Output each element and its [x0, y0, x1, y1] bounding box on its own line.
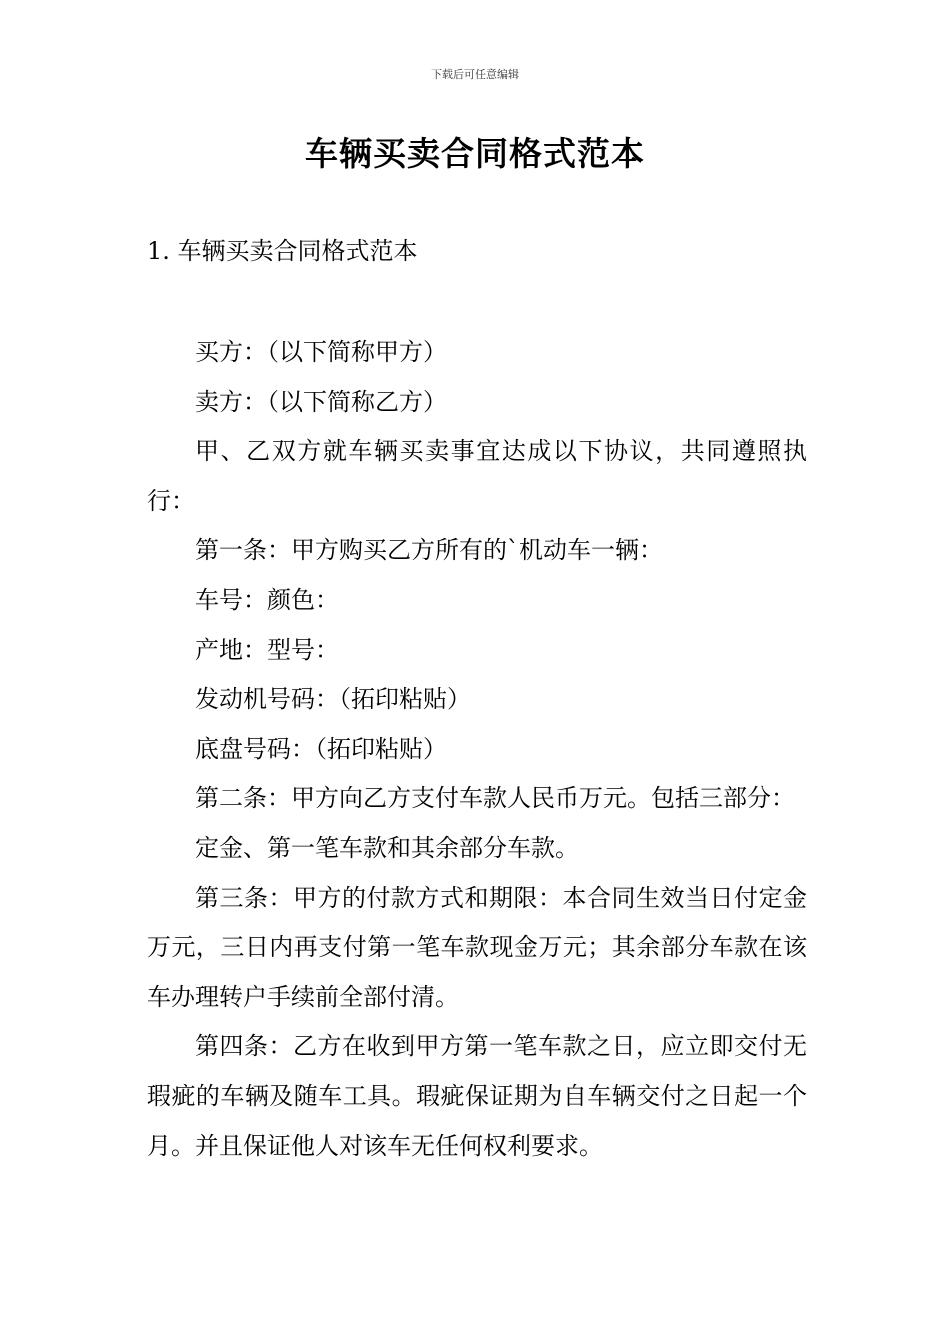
paragraph-payment-parts: 定金、第一笔车款和其余部分车款。 [195, 833, 579, 862]
paragraph-article-3: 第三条：甲方的付款方式和期限：本合同生效当日付定金万元，三日内再支付第一笔车款现金万元；其余部分车款在该车办理转户手续前全部付清。 [147, 883, 807, 1011]
paragraph-article-1: 第一条：甲方购买乙方所有的`机动车一辆： [195, 536, 663, 565]
page-header-note: 下载后可任意编辑 [431, 68, 519, 81]
document-title: 车辆买卖合同格式范本 [305, 134, 645, 173]
paragraph-buyer: 买方：（以下简称甲方） [195, 338, 447, 366]
paragraph-plate-color: 车号：颜色： [195, 585, 339, 614]
paragraph-origin-model: 产地：型号： [195, 635, 339, 664]
paragraph-agreement-intro: 甲、乙双方就车辆买卖事宜达成以下协议，共同遵照执行： [147, 437, 807, 515]
paragraph-article-4: 第四条：乙方在收到甲方第一笔车款之日，应立即交付无瑕疵的车辆及随车工具。瑕疵保证期为自车辆交付之日起一个月。并且保证他人对该车无任何权利要求。 [147, 1032, 807, 1160]
paragraph-engine-number: 发动机号码：（拓印粘贴） [195, 685, 471, 714]
paragraph-seller: 卖方：（以下简称乙方） [195, 387, 447, 416]
contract-body [147, 328, 807, 1171]
paragraph-chassis-number: 底盘号码：（拓印粘贴） [195, 734, 447, 763]
section-heading: 1. 车辆买卖合同格式范本 [147, 237, 418, 265]
paragraph-article-2: 第二条：甲方向乙方支付车款人民币万元。包括三部分： [195, 784, 795, 813]
